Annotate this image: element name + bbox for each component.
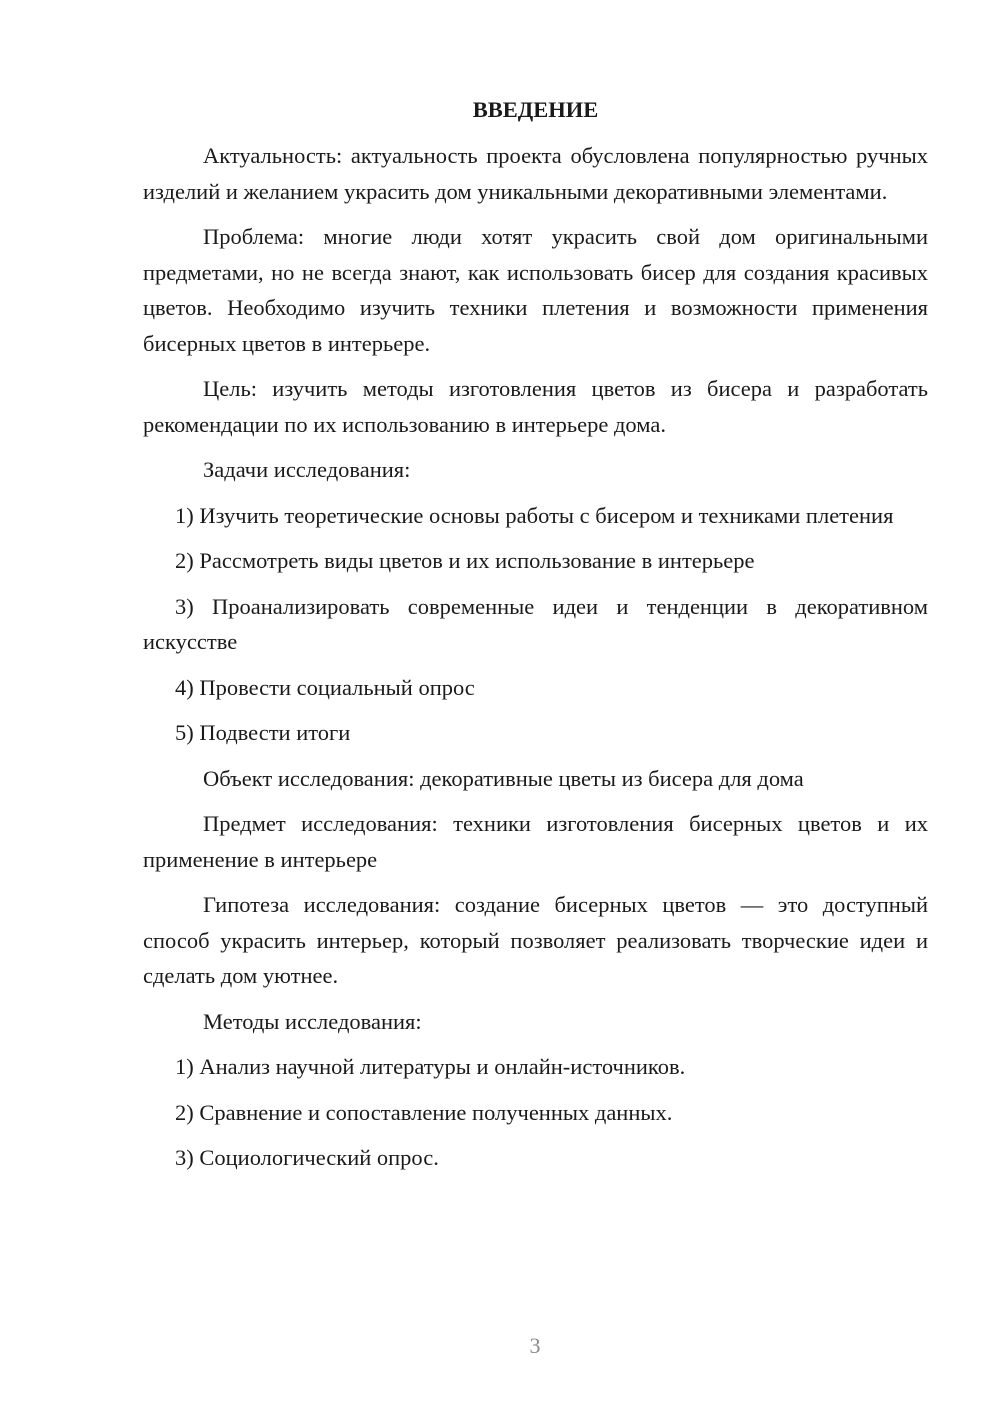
paragraph-methods-heading: Методы исследования: bbox=[203, 1008, 422, 1034]
paragraph-relevance: Актуальность: актуальность проекта обусловлена популярностью ручных изделий и желанием украсить дом уникальными декоративными элементами. bbox=[143, 143, 928, 204]
task-item-3: 3) Проанализировать современные идеи и тенденции в декоративном искусстве bbox=[143, 593, 928, 654]
task-item-5: 5) Подвести итоги bbox=[175, 720, 351, 745]
paragraph-hypothesis: Гипотеза исследования: создание бисерных цветов — это доступный способ украсить интерьер, который позволяет реализовать творческие идеи и сделать дом уютнее. bbox=[143, 892, 928, 988]
paragraph-object: Объект исследования: декоративные цветы из бисера для дома bbox=[203, 765, 804, 791]
method-item-1: 1) Анализ научной литературы и онлайн-источников. bbox=[175, 1054, 686, 1079]
method-item-2: 2) Сравнение и сопоставление полученных данных. bbox=[175, 1099, 673, 1125]
method-item-3: 3) Социологический опрос. bbox=[175, 1145, 439, 1170]
task-item-2: 2) Рассмотреть виды цветов и их использование в интерьере bbox=[175, 548, 755, 573]
paragraph-goal: Цель: изучить методы изготовления цветов из бисера и разработать рекомендации по их использованию в интерьере дома. bbox=[143, 376, 928, 437]
page-number: 3 bbox=[529, 1333, 541, 1358]
document-page bbox=[143, 92, 928, 1186]
section-heading: ВВЕДЕНИЕ bbox=[472, 97, 599, 122]
paragraph-tasks-heading: Задачи исследования: bbox=[203, 457, 411, 482]
paragraph-problem: Проблема: многие люди хотят украсить свой дом оригинальными предметами, но не всегда знают, как использовать бисер для создания красивых цветов. Необходимо изучить техники плетения и возможности применения бисерных цветов в интерьере. bbox=[143, 224, 928, 356]
task-item-4: 4) Провести социальный опрос bbox=[175, 674, 475, 700]
paragraph-subject: Предмет исследования: техники изготовления бисерных цветов и их применение в интерьере bbox=[143, 811, 928, 872]
task-item-1: 1) Изучить теоретические основы работы с бисером и техниками плетения bbox=[175, 502, 894, 528]
